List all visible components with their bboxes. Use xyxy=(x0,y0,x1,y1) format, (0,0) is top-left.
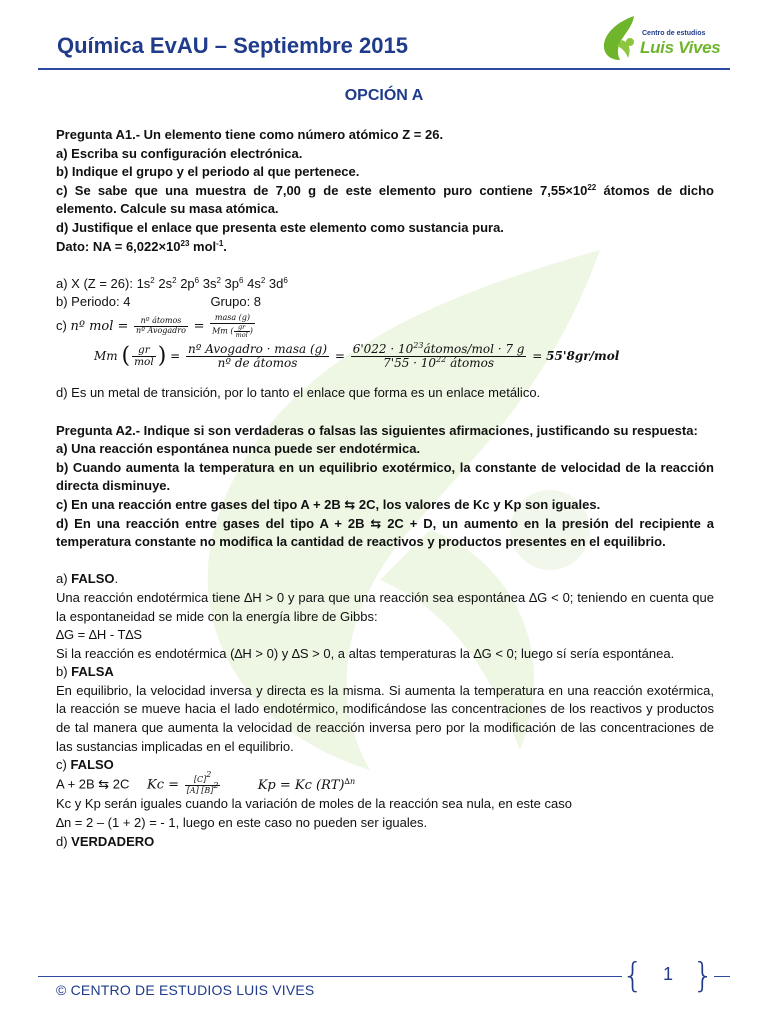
a1-question-title: Pregunta A1.- Un elemento tiene como número atómico Z = 26. xyxy=(56,127,444,142)
a2-answer-a-verdict: a) FALSO. xyxy=(56,571,119,587)
page-number-box xyxy=(622,956,714,996)
option-heading: OPCIÓN A xyxy=(344,87,424,104)
logo-name: Luis Vives xyxy=(640,38,721,57)
a2-answer-c-text1: Kc y Kp serán iguales cuando la variación de moles de la reacción sea nula, en este caso xyxy=(56,796,572,812)
a2-question-d: d) En una reacción entre gases del tipo A + 2B ⇆ 2C + D, un aumento en la presión del recipiente a temperatura constante no modifica la cantidad de reactivos y productos presentes en el equilibrio. xyxy=(56,515,714,550)
a2-question-c: c) En una reacción entre gases del tipo A + 2B ⇆ 2C, los valores de Kc y Kp son iguales. xyxy=(56,496,601,512)
a2-answer-a-text: Una reacción endotérmica tiene ∆H > 0 y para que una reacción sea espontánea ∆G < 0; teniendo en cuenta que la espontaneidad se mide con la energía libre de Gibbs: xyxy=(56,589,714,624)
a1-answer-d: d) Es un metal de transición, por lo tanto el enlace que forma es un enlace metálico. xyxy=(56,385,541,401)
header-divider xyxy=(38,68,730,70)
a2-answer-b-verdict: b) FALSA xyxy=(56,664,114,680)
a1-answer-a: a) X (Z = 26): $1s^2$ $2s^2$ $2p^6$ $3s^2$ $3p^6$ $4s^2$ $3d^6$ xyxy=(56,275,288,291)
a2-answer-b-text: En equilibrio, la velocidad inversa y directa es la misma. Si aumenta la temperatura en una reacción exotérmica, la reacción se mueve hacia el lado endotérmico, modificándose las concentraciones de los reactivos y productos de tal manera que aumenta la velocidad de reacción inversa pero por la modificación de las concentraciones de las sustancias implicadas en el equilibrio. xyxy=(56,682,714,754)
document-body xyxy=(56,126,714,851)
config-term: $3s^2$ xyxy=(202,275,221,291)
a1-question-a: a) Escriba su configuración electrónica. xyxy=(56,145,303,161)
config-term: $1s^2$ xyxy=(136,275,155,291)
left-brace-icon: { xyxy=(622,956,644,996)
config-term: $2s^2$ xyxy=(158,275,177,291)
a1-molar-mass-equation: Mm ( $\frac{gr}{\text{mol}}$ ) = $\frac{\text{nº Avogadro · masa (g)}}{\text{nº de átomos}}$ = $\frac{6'022 \cdot 10^{23}átomos/mol \cdot 7 g}{7'55 \cdot 10^{22} átomos}$ = 55'8gr/mol xyxy=(94,341,620,371)
a2-answer-a-formula: ∆G = ∆H - T∆S xyxy=(56,627,143,643)
a2-answer-c-equation: A + 2B ⇆ 2C Kc = $\frac{[C]^2}{[A] [B]^2}$ Kp = Kc (RT)$^{\Delta n}$ xyxy=(56,769,356,795)
a1-question-d: d) Justifique el enlace que presenta este elemento como sustancia pura. xyxy=(56,219,504,235)
a2-answer-c-text2: ∆n = 2 – (1 + 2) = - 1, luego en este caso no pueden ser iguales. xyxy=(56,815,428,831)
a1-question-b: b) Indique el grupo y el periodo al que pertenece. xyxy=(56,164,360,180)
config-term: $3d^6$ xyxy=(268,275,288,291)
page-number: 1 xyxy=(662,964,673,984)
a2-question-a: a) Una reacción espontánea nunca puede ser endotérmica. xyxy=(56,441,421,457)
config-term: $3p^6$ xyxy=(224,275,244,291)
right-brace-icon: } xyxy=(692,956,714,996)
config-term: $2p^6$ xyxy=(180,275,200,291)
a2-question-title: Pregunta A2.- Indique si son verdaderas o falsas las siguientes afirmaciones, justificando su respuesta: xyxy=(56,422,698,438)
a1-answer-b: b) Periodo: 4 Grupo: 8 xyxy=(56,294,262,310)
logo-subtitle: Centro de estudios xyxy=(642,30,706,37)
a2-answer-c-verdict: c) FALSO xyxy=(56,757,114,773)
footer-copyright: © CENTRO DE ESTUDIOS LUIS VIVES xyxy=(56,982,315,998)
a1-dato: Dato: NA = $6,022\times 10^{23}$ mol$^{-1}$. xyxy=(56,238,227,254)
a2-question-b: b) Cuando aumenta la temperatura en un equilibrio exotérmico, la constante de velocidad de la reacción directa disminuye. xyxy=(56,459,714,494)
a1-answer-c: c) nº mol = $\frac{\text{nº átomos}}{\text{nº Avogadro}}$ = masa (g) Mm ( $\frac{gr}{\text{mol}}$ ) xyxy=(56,312,253,339)
a2-answer-d-verdict: d) VERDADERO xyxy=(56,833,155,849)
leaf-icon xyxy=(600,14,640,62)
logo xyxy=(600,14,720,64)
a2-answer-a-text2: Si la reacción es endotérmica (∆H > 0) y ∆S > 0, a altas temperaturas la ∆G < 0; luego sí sería espontánea. xyxy=(56,645,675,661)
config-term: $4s^2$ xyxy=(247,275,266,291)
a1-question-c: c) Se sabe que una muestra de 7,00 g de este elemento puro contiene $7,55\times 10^{22}$ átomos de dicho elemento. Calcule su masa atómica. xyxy=(56,182,714,217)
document-title: Química EvAU – Septiembre 2015 xyxy=(57,33,408,58)
